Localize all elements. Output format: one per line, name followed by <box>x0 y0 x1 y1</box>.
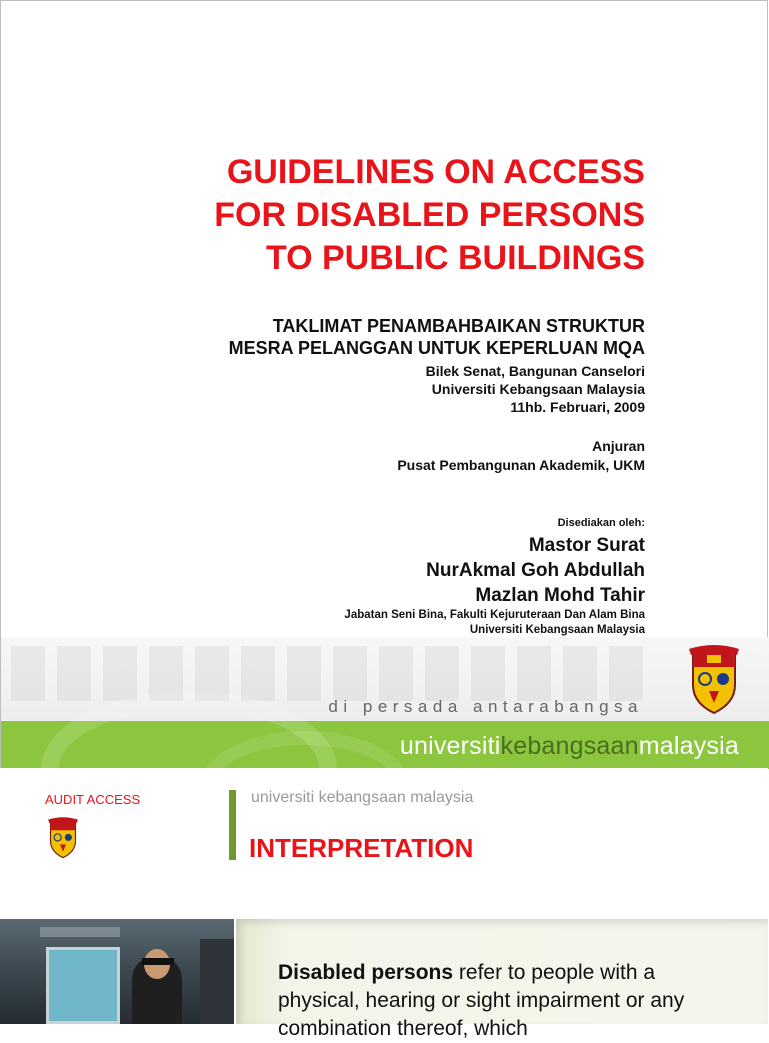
organiser-name: Pusat Pembangunan Akademik, UKM <box>397 457 645 473</box>
prepared-by-label: Disediakan oleh: <box>557 517 645 529</box>
wordmark-part: universiti <box>399 732 501 760</box>
definition-body: refer to people with a physical, hearing or sight impairment or any combination thereof, which <box>278 961 685 1040</box>
venue-line: Universiti Kebangsaan Malaysia <box>431 381 645 397</box>
department-line: Universiti Kebangsaan Malaysia <box>469 624 645 636</box>
wordmark-part: kebangsaan <box>500 732 639 760</box>
title-line: GUIDELINES ON ACCESS <box>226 153 645 191</box>
accent-bar <box>229 790 236 860</box>
faded-background-text <box>11 646 651 701</box>
university-wordmark <box>400 732 739 761</box>
author-name: Mazlan Mohd Tahir <box>475 585 645 606</box>
department-line: Jabatan Seni Bina, Fakulti Kejuruteraan Dan Alam Bina <box>344 609 645 621</box>
ukm-crest-icon <box>687 643 741 717</box>
organiser-label: Anjuran <box>592 438 645 454</box>
event-date: 11hb. Februari, 2009 <box>510 399 645 415</box>
definition-text <box>278 959 698 1043</box>
photo-sign <box>40 927 120 937</box>
author-list <box>426 533 645 608</box>
venue-info <box>245 362 645 416</box>
ukm-crest-icon <box>46 816 80 860</box>
wordmark-part: malaysia <box>638 732 739 760</box>
header-label: AUDIT ACCESS <box>45 792 141 807</box>
university-name: universiti kebangsaan malaysia <box>251 789 474 806</box>
definition-box <box>236 919 768 1040</box>
content-slide <box>0 768 768 1040</box>
author-name: Mastor Surat <box>528 535 645 556</box>
photo-pillar <box>200 939 234 1024</box>
section-title: INTERPRETATION <box>249 833 474 863</box>
tagline: di persada antarabangsa <box>328 697 643 716</box>
title-line: FOR DISABLED PERSONS <box>214 196 645 234</box>
subtitle-line: MESRA PELANGGAN UNTUK KEPERLUAN MQA <box>228 338 645 358</box>
department-info <box>165 608 645 638</box>
photo-door <box>46 947 120 1024</box>
definition-term: Disabled persons <box>278 961 454 984</box>
organiser-info <box>245 437 645 475</box>
illustration-photo <box>0 919 234 1024</box>
venue-line: Bilek Senat, Bangunan Canselori <box>425 363 645 379</box>
subtitle-line: TAKLIMAT PENAMBAHBAIKAN STRUKTUR <box>272 316 645 336</box>
slide-title <box>85 151 645 280</box>
title-line: TO PUBLIC BUILDINGS <box>265 239 645 277</box>
slide-subtitle <box>125 315 645 359</box>
author-name: NurAkmal Goh Abdullah <box>426 560 645 581</box>
photo-blindfold <box>142 958 174 965</box>
